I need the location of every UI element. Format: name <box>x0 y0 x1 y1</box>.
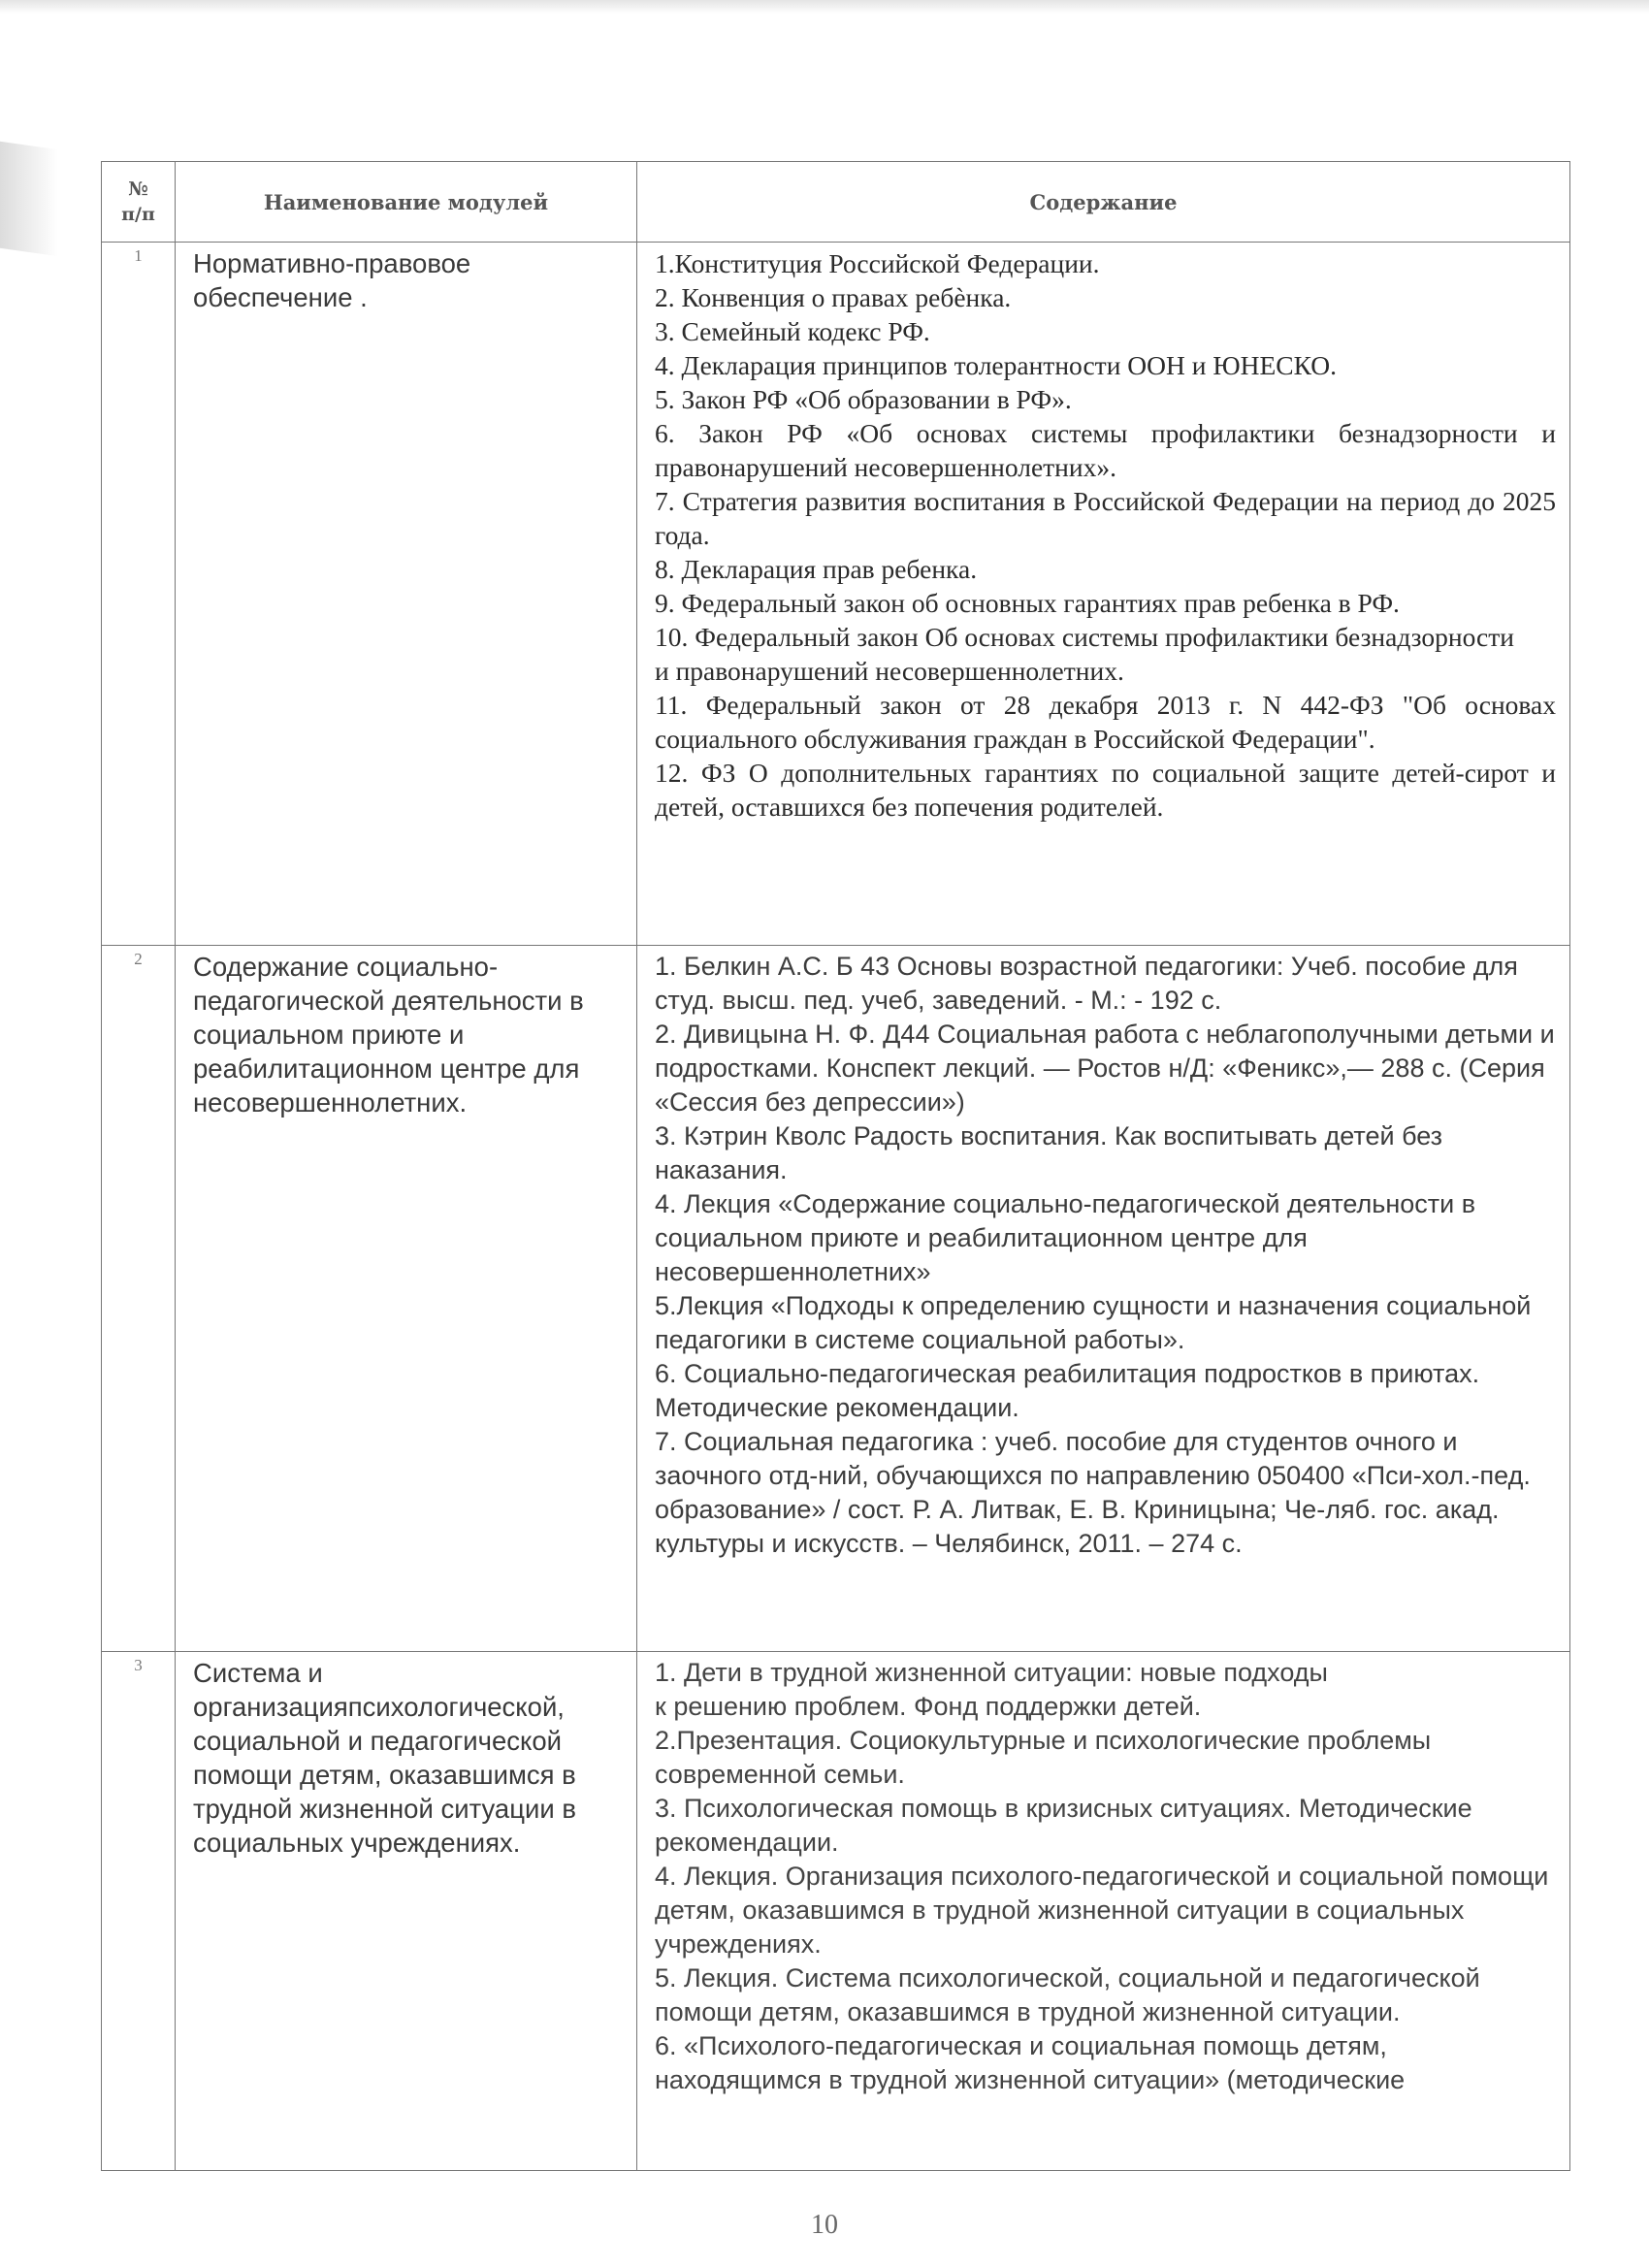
module-content <box>637 946 1570 1652</box>
module-content <box>637 243 1570 946</box>
list-item: 1. Белкин А.С. Б 43 Основы возрастной педагогики: Учеб. пособие для студ. высш. пед. учеб, заведений. - М.: - 192 с. <box>655 952 1518 1015</box>
header-content: Содержание <box>637 162 1570 243</box>
header-row <box>102 162 1570 243</box>
list-item: 5. Лекция. Система психологической, социальной и педагогической помощи детям, оказавшимся в трудной жизненной ситуации. <box>655 1963 1480 2026</box>
list-item: 2. Дивицына Н. Ф. Д44 Социальная работа с неблагополучными детьми и подростками. Конспект лекций. — Ростов н/Д: «Феникс»,— 288 с. (Серия «Сессия без депрессии») <box>655 1020 1555 1117</box>
list-item: 1. Дети в трудной жизненной ситуации: новые подходы к решению проблем. Фонд поддержки детей. <box>655 1658 1328 1721</box>
list-item: 12. ФЗ О дополнительных гарантиях по социальной защите детей-сирот и детей, оставшихся без попечения родителей. <box>655 758 1556 822</box>
list-item: 9. Федеральный закон об основных гарантиях прав ребенка в РФ. <box>655 588 1400 618</box>
header-number: № п/п <box>102 162 176 243</box>
list-item: 7. Стратегия развития воспитания в Российской Федерации на период до 2025 года. <box>655 486 1556 550</box>
table-row <box>102 1652 1570 2171</box>
module-name: Нормативно-правовое обеспечение . <box>176 243 637 946</box>
list-item: 6. Закон РФ «Об основах системы профилактики безнадзорности и правонарушений несовершеннолетних». <box>655 418 1556 482</box>
list-item: 4. Лекция. Организация психолого-педагогической и социальной помощи детям, оказавшимся в трудной жизненной ситуации в социальных учреждениях. <box>655 1862 1549 1959</box>
list-item: 1.Конституция Российской Федерации. <box>655 248 1100 278</box>
row-number: 1 <box>102 243 176 946</box>
list-item: 4. Декларация принципов толерантности ООН и ЮНЕСКО. <box>655 350 1337 380</box>
list-item: 5. Закон РФ «Об образовании в РФ». <box>655 384 1072 414</box>
list-item: 8. Декларация прав ребенка. <box>655 554 978 584</box>
list-item: 11. Федеральный закон от 28 декабря 2013 г. N 442-ФЗ "Об основах социального обслуживания граждан в Российской Федерации". <box>655 690 1556 754</box>
page-number: 10 <box>811 2210 838 2240</box>
modules-table <box>101 161 1570 2171</box>
list-item: 3. Кэтрин Кволс Радость воспитания. Как воспитывать детей без наказания. <box>655 1121 1443 1184</box>
table-row <box>102 243 1570 946</box>
list-item: 5.Лекция «Подходы к определению сущности и назначения социальной педагогики в системе социальной работы». <box>655 1291 1532 1354</box>
table-row <box>102 946 1570 1652</box>
row-number: 2 <box>102 946 176 1652</box>
module-name: Содержание социально-педагогической деятельности в социальном приюте и реабилитационном центре для несовершеннолетних. <box>176 946 637 1652</box>
list-item: и правонарушений несовершеннолетних. <box>655 656 1124 686</box>
module-name: Система и организацияпсихологической, социальной и педагогической помощи детям, оказавшимся в трудной жизненной ситуации в социальных учреждениях. <box>176 1652 637 2171</box>
list-item: 6. «Психолого-педагогическая и социальная помощь детям, находящимся в трудной жизненной ситуации» (методические <box>655 2031 1406 2094</box>
list-item: 10. Федеральный закон Об основах системы профилактики безнадзорности <box>655 622 1514 652</box>
list-item: 3. Семейный кодекс РФ. <box>655 316 930 346</box>
list-item: 2.Презентация. Социокультурные и психологические проблемы современной семьи. <box>655 1726 1432 1789</box>
list-item: 3. Психологическая помощь в кризисных ситуациях. Методические рекомендации. <box>655 1794 1472 1857</box>
list-item: 4. Лекция «Содержание социально-педагогической деятельности в социальном приюте и реабилитационном центре для несовершеннолетних» <box>655 1189 1476 1286</box>
list-item: 2. Конвенция о правах ребѐнка. <box>655 282 1012 312</box>
list-item: 6. Социально-педагогическая реабилитация подростков в приютах. Методические рекомендации. <box>655 1359 1480 1422</box>
list-item: 7. Социальная педагогика : учеб. пособие для студентов очного и заочного отд-ний, обучающихся по направлению 050400 «Пси-хол.-пед. образование» / сост. Р. А. Литвак, Е. В. Криницына; Че-ляб. гос. акад. культуры и искусств. – Челябинск, 2011. – 274 с. <box>655 1427 1531 1558</box>
row-number: 3 <box>102 1652 176 2171</box>
scan-edge-top <box>0 0 1649 14</box>
scan-edge-left <box>0 142 58 256</box>
module-content <box>637 1652 1570 2171</box>
header-module-name: Наименование модулей <box>176 162 637 243</box>
